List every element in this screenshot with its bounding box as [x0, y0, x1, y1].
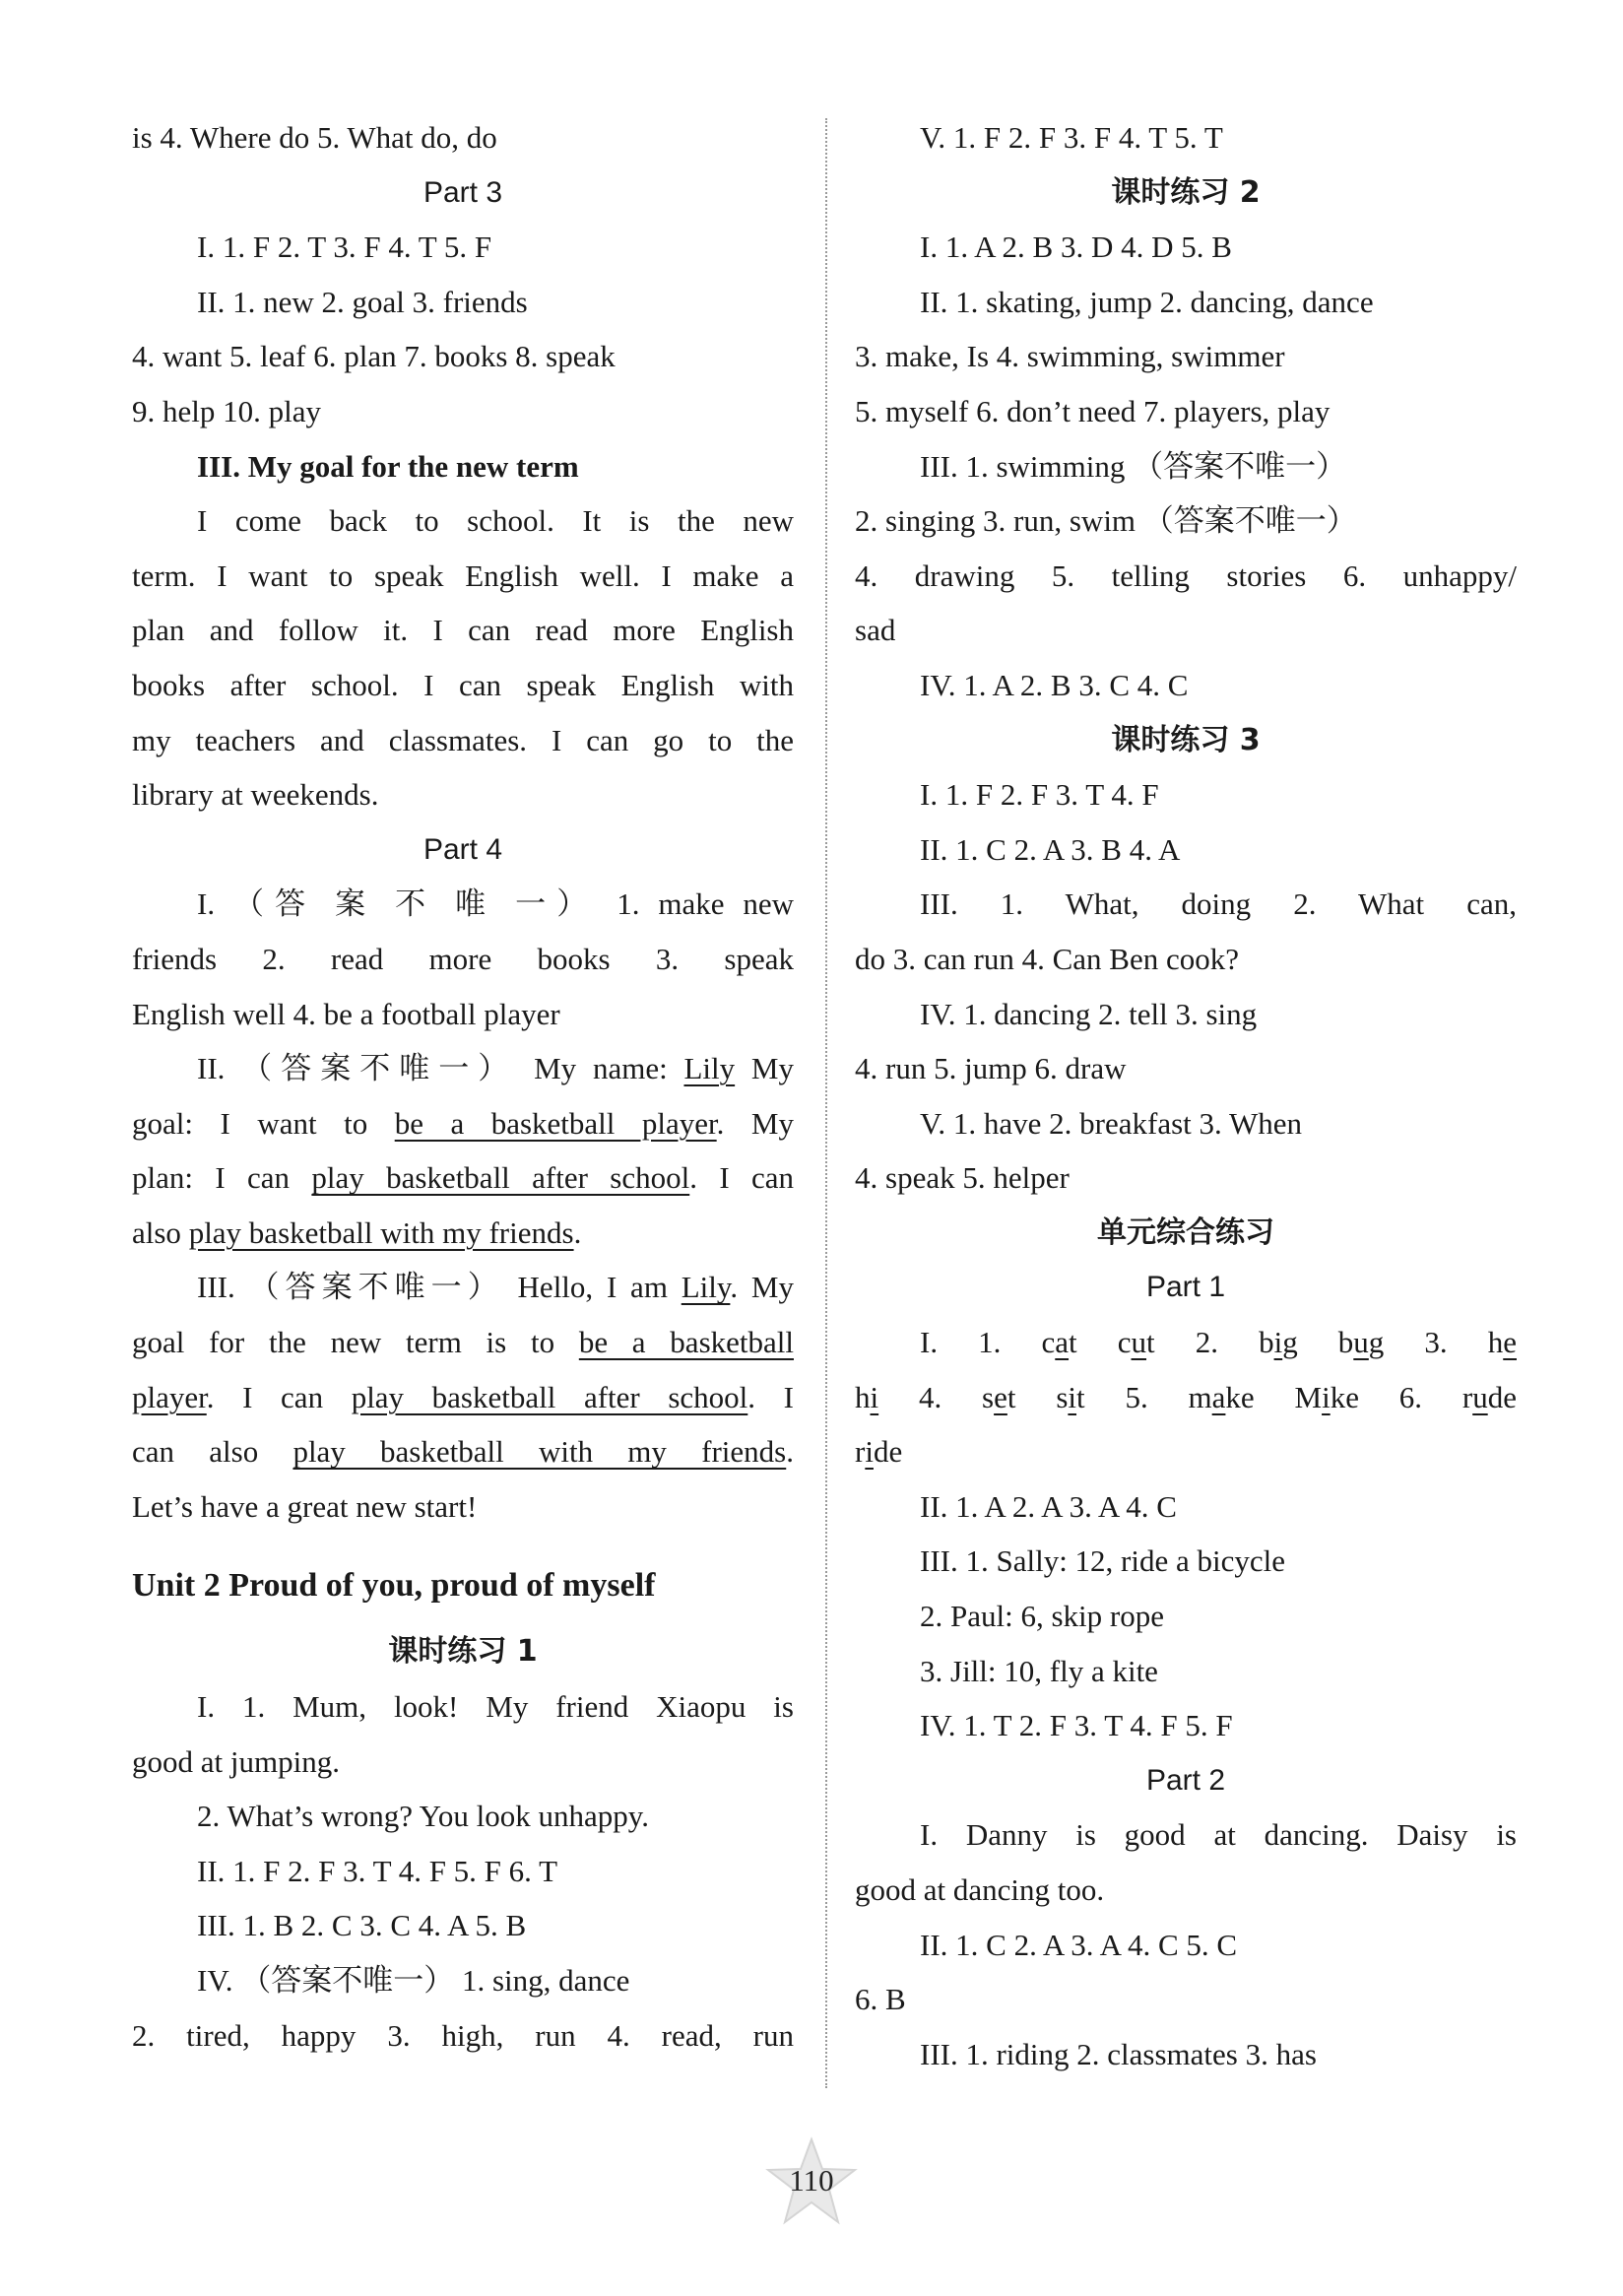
- underlined-answer: a: [1055, 1325, 1070, 1360]
- underlined-answer: Lily: [681, 1270, 731, 1305]
- underlined-answer: Lily: [683, 1051, 736, 1086]
- line-text: h: [855, 1379, 871, 1414]
- answer-line: V. 1. F 2. F 3. F 4. T 5. T: [920, 120, 1223, 155]
- answer-line: 4. want 5. leaf 6. plan 7. books 8. speak: [132, 339, 616, 374]
- answer-line: III. 1. What, doing 2. What can,: [920, 886, 1517, 922]
- underlined-answer: player: [132, 1379, 207, 1414]
- answer-line: 3. Jill: 10, fly a kite: [920, 1653, 1158, 1688]
- line-text: . I can: [206, 1379, 352, 1414]
- answer-line: II. 1. new 2. goal 3. friends: [197, 284, 528, 319]
- answer-line: [132, 1260, 794, 1315]
- line-text: . My: [730, 1270, 794, 1305]
- answer-line: [132, 1150, 794, 1206]
- answer-line: V. 1. have 2. breakfast 3. When: [920, 1105, 1302, 1141]
- line-text: g 3. h: [1368, 1325, 1504, 1360]
- answer-line: my teachers and classmates. I can go to the: [132, 722, 794, 757]
- answer-line: [132, 1315, 794, 1370]
- line-text: . I: [747, 1379, 794, 1414]
- answer-line: sad: [855, 613, 896, 648]
- line-text: goal: I want to: [132, 1105, 395, 1141]
- answer-line: 6. B: [855, 1982, 906, 2017]
- line-text: r: [855, 1434, 866, 1470]
- exercise-heading: 课时练习 2: [1111, 174, 1261, 210]
- answer-line: 2. What’s wrong? You look unhappy.: [197, 1799, 649, 1834]
- exercise-heading: 单元综合练习: [1097, 1214, 1274, 1250]
- answer-line: III. 1. riding 2. classmates 3. has: [920, 2036, 1317, 2071]
- underlined-answer: i: [870, 1379, 879, 1414]
- underlined-answer: i: [1322, 1379, 1331, 1414]
- answer-line: IV. 1. T 2. F 3. T 4. F 5. F: [920, 1708, 1233, 1743]
- answer-line: 2. Paul: 6, skip rope: [920, 1599, 1164, 1634]
- underlined-answer: i: [1068, 1379, 1077, 1414]
- answer-line: II. 1. F 2. F 3. T 4. F 5. F 6. T: [197, 1853, 558, 1888]
- answer-line: is 4. Where do 5. What do, do: [132, 120, 497, 155]
- column-divider: [825, 118, 827, 2088]
- unit-title: Unit 2 Proud of you, proud of myself: [132, 1567, 656, 1605]
- answer-line: friends 2. read more books 3. speak: [132, 941, 794, 976]
- answer-line: I come back to school. It is the new: [197, 503, 794, 539]
- page-number: 110: [789, 2163, 834, 2198]
- answer-line: 2. singing 3. run, swim （答案不唯一）: [855, 503, 1357, 539]
- section-heading: Part 3: [422, 175, 503, 209]
- underlined-answer: play basketball after school: [351, 1379, 748, 1414]
- underlined-answer: u: [1353, 1325, 1369, 1360]
- answer-line: [132, 1041, 794, 1096]
- answer-line: I. 1. F 2. F 3. T 4. F: [920, 777, 1159, 813]
- answer-line: II. 1. skating, jump 2. dancing, dance: [920, 284, 1374, 319]
- underlined-answer: play basketball with my friends: [292, 1434, 787, 1470]
- line-text: t s: [1006, 1379, 1069, 1414]
- answer-line: [855, 1315, 1517, 1370]
- line-text: can also: [132, 1434, 293, 1470]
- line-text: My: [735, 1051, 794, 1086]
- underlined-answer: u: [1131, 1325, 1147, 1360]
- line-text: I. 1. c: [920, 1325, 1056, 1360]
- line-text: ke 6. r: [1330, 1379, 1473, 1414]
- exercise-heading: 课时练习 3: [1111, 722, 1261, 757]
- underlined-answer: e: [994, 1379, 1007, 1414]
- page-footer: [762, 2135, 861, 2226]
- answer-line: I. 1. A 2. B 3. D 4. D 5. B: [920, 230, 1232, 265]
- answer-line: I. （答 案 不 唯 一） 1. make new: [197, 886, 794, 922]
- answer-line: 2. tired, happy 3. high, run 4. read, run: [132, 2017, 794, 2053]
- answer-line: IV. （答案不唯一） 1. sing, dance: [197, 1963, 630, 1998]
- answer-line: 4. speak 5. helper: [855, 1160, 1070, 1196]
- answer-line: III. 1. Sally: 12, ride a bicycle: [920, 1543, 1286, 1579]
- line-text: .: [573, 1214, 582, 1250]
- line-text: ke M: [1225, 1379, 1323, 1414]
- answer-line: Let’s have a great new start!: [132, 1488, 478, 1524]
- line-text: also: [132, 1214, 189, 1250]
- answer-line: term. I want to speak English well. I make a: [132, 558, 794, 593]
- answer-line: IV. 1. dancing 2. tell 3. sing: [920, 996, 1258, 1031]
- answer-line: do 3. can run 4. Can Ben cook?: [855, 941, 1239, 976]
- underlined-answer: play basketball after school: [311, 1160, 690, 1196]
- answer-line: [855, 1424, 1517, 1479]
- answer-line: I. 1. F 2. T 3. F 4. T 5. F: [197, 230, 492, 265]
- answer-line: [132, 1096, 794, 1151]
- underlined-answer: be a basketball: [578, 1325, 794, 1360]
- section-heading: Part 2: [1145, 1763, 1226, 1797]
- answer-line: good at dancing too.: [855, 1872, 1105, 1907]
- answer-line: [132, 1370, 794, 1425]
- answer-line: II. 1. C 2. A 3. B 4. A: [920, 831, 1181, 867]
- line-text: de: [873, 1434, 903, 1470]
- right-column: [855, 110, 1517, 2081]
- underlined-answer: u: [1472, 1379, 1488, 1414]
- underlined-answer: play basketball with my friends: [188, 1214, 574, 1250]
- answer-line: 3. make, Is 4. swimming, swimmer: [855, 339, 1285, 374]
- underlined-answer: a: [1211, 1379, 1226, 1414]
- answer-line: 5. myself 6. don’t need 7. players, play: [855, 393, 1331, 428]
- answer-line: 9. help 10. play: [132, 393, 321, 428]
- answer-line: II. 1. C 2. A 3. A 4. C 5. C: [920, 1927, 1238, 1962]
- answer-line: I. 1. Mum, look! My friend Xiaopu is: [197, 1689, 794, 1725]
- underlined-answer: e: [1503, 1325, 1517, 1360]
- answer-line: good at jumping.: [132, 1743, 340, 1779]
- line-text: III. （答案不唯一） Hello, I am: [197, 1270, 682, 1305]
- line-text: t c: [1069, 1325, 1132, 1360]
- section-heading: Part 1: [1145, 1271, 1226, 1304]
- line-text: de: [1487, 1379, 1517, 1414]
- line-text: g b: [1282, 1325, 1354, 1360]
- line-text: II. （答案不唯一） My name:: [197, 1051, 684, 1086]
- line-text: . My: [716, 1105, 794, 1141]
- answer-line: IV. 1. A 2. B 3. C 4. C: [920, 667, 1189, 702]
- line-text: . I can: [689, 1160, 794, 1196]
- line-text: .: [786, 1434, 794, 1470]
- answer-line: II. 1. A 2. A 3. A 4. C: [920, 1488, 1177, 1524]
- answer-line: library at weekends.: [132, 777, 379, 813]
- answer-line: III. My goal for the new term: [197, 448, 579, 484]
- section-heading: Part 4: [422, 832, 503, 866]
- answer-line: [855, 1370, 1517, 1425]
- answer-line: 4. drawing 5. telling stories 6. unhappy/: [855, 558, 1517, 593]
- answer-line: [132, 1424, 794, 1479]
- answer-line: plan and follow it. I can read more English: [132, 613, 794, 648]
- answer-line: III. 1. swimming （答案不唯一）: [920, 448, 1347, 484]
- line-text: t 2. b: [1146, 1325, 1274, 1360]
- answer-line: English well 4. be a football player: [132, 996, 560, 1031]
- underlined-answer: be a basketball player: [394, 1105, 717, 1141]
- answer-line: III. 1. B 2. C 3. C 4. A 5. B: [197, 1908, 527, 1943]
- exercise-heading: 课时练习 1: [388, 1634, 538, 1670]
- answer-line: books after school. I can speak English with: [132, 667, 794, 702]
- answer-line: [132, 1206, 794, 1261]
- line-text: 4. s: [878, 1379, 995, 1414]
- line-text: t 5. m: [1076, 1379, 1212, 1414]
- answer-line: 4. run 5. jump 6. draw: [855, 1051, 1127, 1086]
- left-column: [132, 110, 794, 2063]
- answer-line: I. Danny is good at dancing. Daisy is: [920, 1817, 1517, 1853]
- underlined-answer: i: [1273, 1325, 1283, 1360]
- line-text: plan: I can: [132, 1160, 312, 1196]
- line-text: goal for the new term is to: [132, 1325, 579, 1360]
- underlined-answer: i: [865, 1434, 874, 1470]
